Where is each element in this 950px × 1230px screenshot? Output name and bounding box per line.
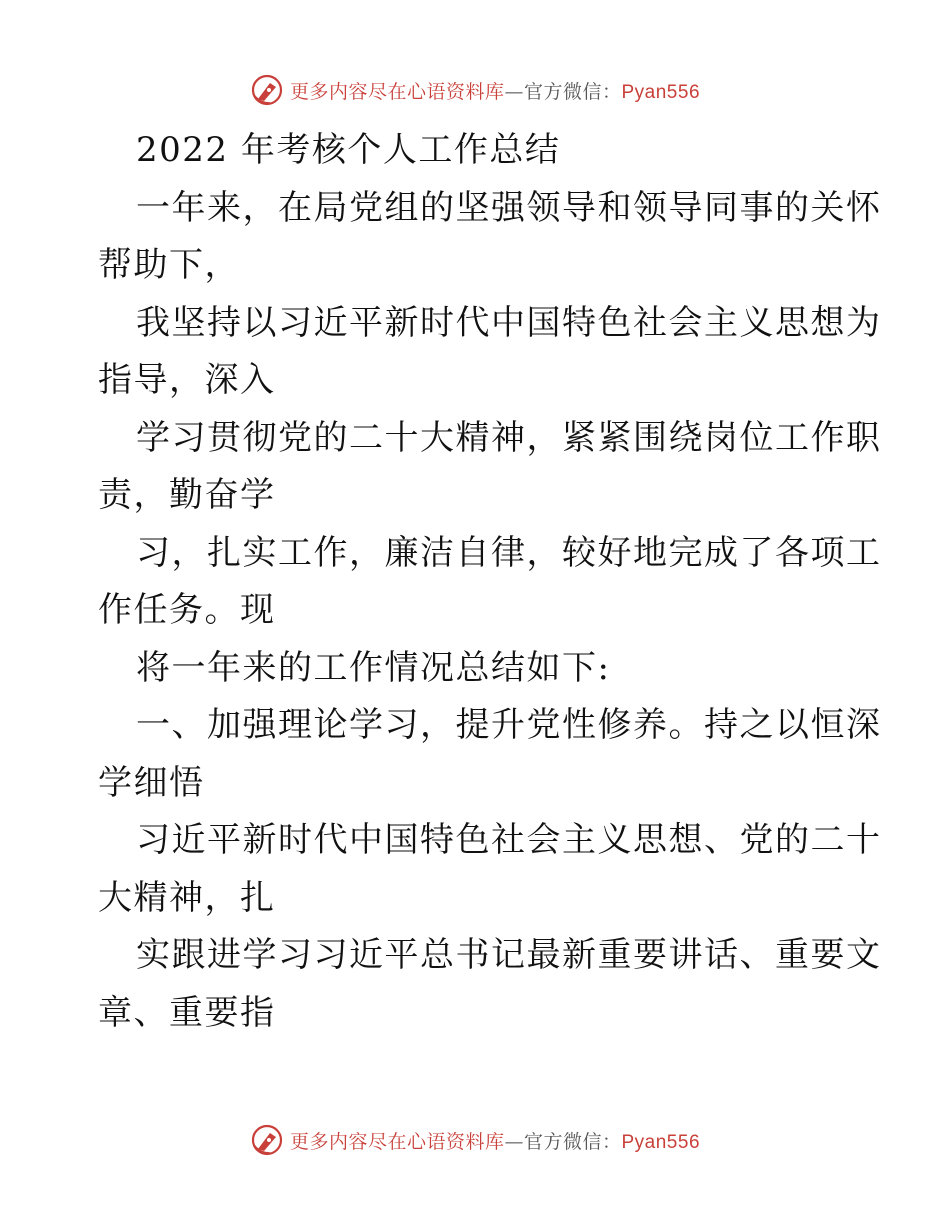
document-body [98, 122, 882, 1042]
footer-banner [0, 1120, 950, 1160]
pen-nib-circle-icon [250, 73, 284, 107]
paragraph-line: 习近平新时代中国特色社会主义思想、党的二十 [136, 820, 882, 860]
paragraph-line: 实跟进学习习近平总书记最新重要讲话、重要文 [136, 935, 882, 975]
paragraph-line: 作任务。现 [98, 590, 276, 630]
banner-separator: — [504, 1130, 524, 1153]
paragraph-line: 学细悟 [98, 762, 205, 803]
paragraph-line: 学习贯彻党的二十大精神，紧紧围绕岗位工作职 [136, 417, 882, 458]
paragraph-line: 一年来，在局党组的坚强领导和领导同事的关怀 [136, 187, 882, 228]
paragraph-line: 我坚持以习近平新时代中国特色社会主义思想为 [136, 302, 882, 343]
paragraph-line: 指导，深入 [98, 360, 276, 400]
banner-separator: — [504, 80, 524, 103]
banner-official-label: 官方微信： [523, 1130, 622, 1153]
banner-official-label: 官方微信： [523, 80, 622, 103]
banner-wechat-id: Pyan556 [621, 81, 701, 103]
section-heading-line: 一、加强理论学习，提升党性修养。持之以恒深 [136, 705, 882, 745]
banner-wechat-id: Pyan556 [621, 1131, 701, 1153]
document-title: 2022 年考核个人工作总结 [136, 130, 561, 170]
paragraph-line: 大精神，扎 [98, 877, 276, 918]
paragraph-line: 章、重要指 [98, 992, 276, 1033]
header-banner [0, 70, 950, 110]
paragraph-line: 帮助下， [98, 245, 240, 285]
pen-nib-circle-icon [250, 1123, 284, 1157]
paragraph-line: 习，扎实工作，廉洁自律，较好地完成了各项工 [136, 532, 882, 573]
banner-text [290, 77, 700, 104]
paragraph-line: 责，勤奋学 [98, 475, 276, 515]
banner-promo-text: 更多内容尽在心语资料库 [289, 80, 505, 103]
banner-text [290, 1127, 700, 1154]
banner-promo-text: 更多内容尽在心语资料库 [289, 1130, 505, 1153]
paragraph-line: 将一年来的工作情况总结如下: [136, 647, 611, 688]
